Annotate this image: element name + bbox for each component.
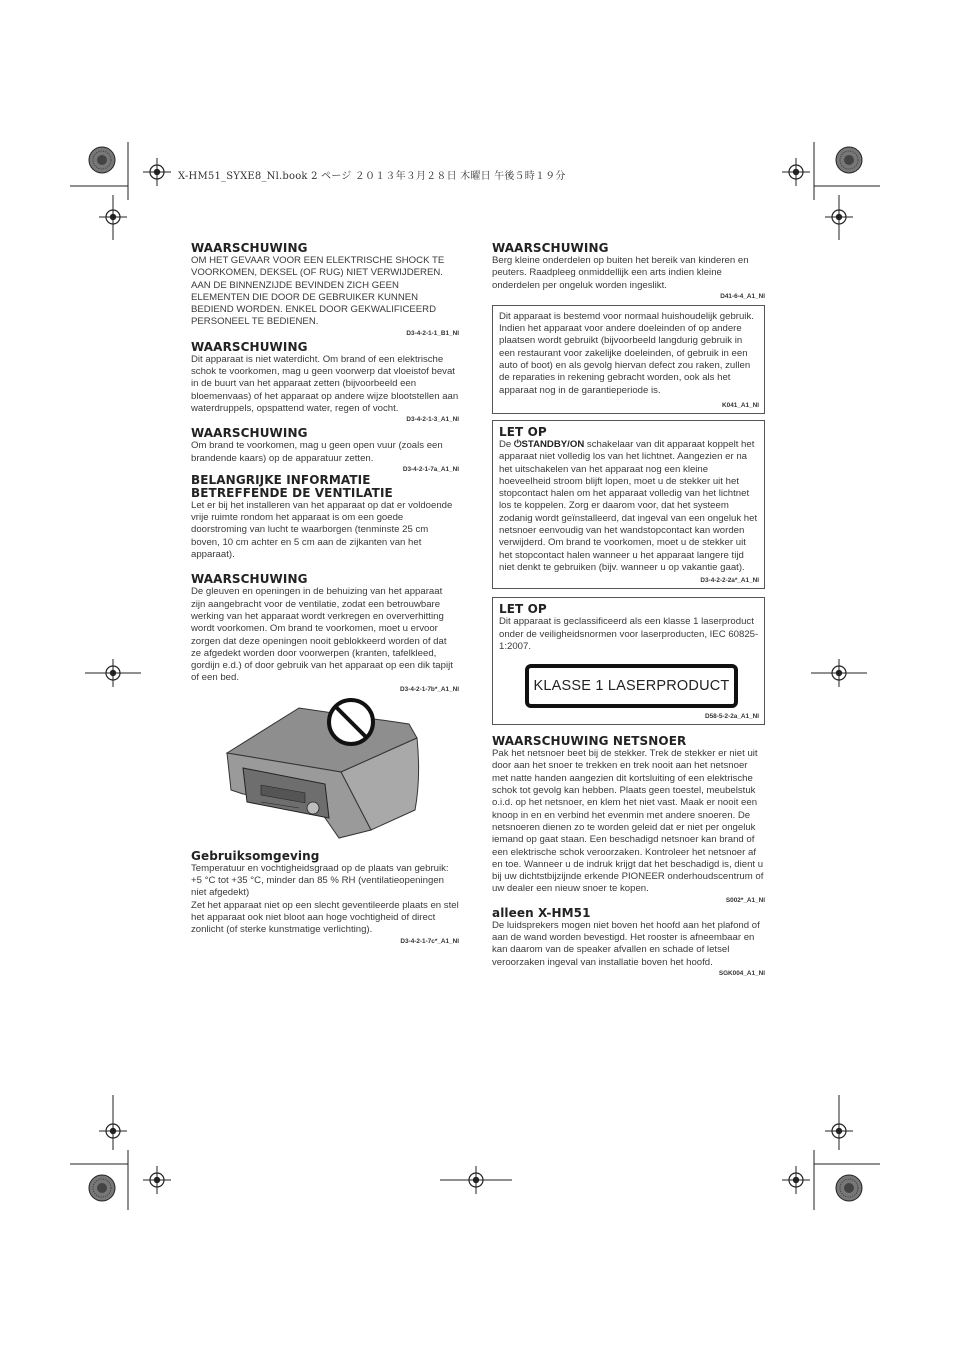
warning-fire [191, 427, 459, 474]
household-use-box [492, 305, 765, 414]
warning-small-parts [492, 242, 765, 301]
cloth-over-device-icon [221, 698, 471, 848]
usage-line: Temperatuur en vochtigheidsgraad op de plaats van gebruik: [191, 862, 449, 874]
section-title: LET OP [499, 424, 547, 439]
usage-environment [191, 850, 459, 946]
laser-class-label: KLASSE 1 LASERPRODUCT [525, 664, 738, 708]
section-code: D3-4-2-1-7c*_A1_Nl [400, 937, 459, 945]
text-prefix: De [499, 438, 514, 450]
section-code: D3-4-2-2-2a*_A1_Nl [700, 577, 759, 585]
standby-switch-label: ⏻STANDBY/ON [513, 438, 585, 450]
section-title: WAARSCHUWING NETSNOER [492, 734, 687, 749]
section-code: D3-4-2-1-7a_A1_Nl [402, 465, 459, 473]
section-text: De luidsprekers mogen niet boven het hoofd aan het plafond of aan de wand worden bevestigd. Het rooster is afneembaar en kan daarom van de speaker afvallen en schade of letsel veroorzaken ingeval van installatie boven het hoofd. [492, 919, 760, 968]
section-text: Berg kleine onderdelen op buiten het bereik van kinderen en peuters. Raadpleeg onmiddellijk een arts indien kleine onderdelen per ongeluk worden ingeslikt. [492, 255, 749, 291]
section-title: WAARSCHUWING [191, 572, 308, 587]
section-title: Gebruiksomgeving [191, 848, 320, 863]
section-text: OM HET GEVAAR VOOR EEN ELEKTRISCHE SHOCK TE VOORKOMEN, DEKSEL (OF RUG) NIET VERWIJDEREN. AAN DE BINNENZIJDE BEVINDEN ZICH GEEN ELEMENTEN DIE DOOR DE GEBRUIKER KUNNEN BEDIEND WORDEN. ENKEL DOOR GEKWALIFICEERD PERSONEEL TE BEDIENEN. [191, 255, 445, 328]
covered-device-illustration [221, 698, 471, 848]
section-code: D3-4-2-1-7b*_A1_Nl [400, 685, 459, 693]
section-code: D41-6-4_A1_Nl [720, 292, 765, 300]
text-body: schakelaar van dit apparaat koppelt het apparaat niet volledig los van het lichtnet. Aangezien er na het uitschakelen van het apparaat nog een kleine hoeveelheid stroom blijft lopen, moet u de stekker uit het stopcontact halen om het apparaat volledig van het lichtnet los te koppelen. Zorg er daarom voor, dat het systeem zodanig wordt geïnstalleerd, dat ingeval van een ongeluk het netsnoer eenvoudig van het wandstopcontact kan worden verwijderd. Om brand te voorkomen, moet u de stekker uit het stopcontact halen wanneer u het apparaat langere tijd niet denkt te gebruiken (bijv. wanneer u op vakantie gaat). [499, 438, 758, 573]
standby-caution-box [492, 420, 765, 589]
section-code: K041_A1_Nl [722, 401, 759, 409]
section-code: S002*_A1_Nl [725, 896, 765, 904]
warning-water [191, 341, 459, 424]
section-text: Let er bij het installeren van het apparaat op dat er voldoende vrije ruimte rondom het apparaat is om een goede doorstroming van lucht te waarborgen (tenminste 25 cm boven, 10 cm achter en 5 cm aan de zijkanten van het apparaat). [191, 499, 453, 561]
section-text: Dit apparaat is geclassificeerd als een klasse 1 laserproduct onder de veiligheidsnormen voor laserproducten, IEC 60825-1:2007. [499, 616, 759, 652]
usage-line: +5 °C tot +35 °C, minder dan 85 % RH (ventilatieopeningen niet afgedekt) [191, 875, 444, 899]
section-code: D3-4-2-1-3_A1_Nl [406, 416, 459, 424]
section-code: D58-5-2-2a_A1_Nl [705, 713, 759, 721]
speaker-mounting-note [492, 907, 765, 978]
section-text: Dit apparaat is niet waterdicht. Om brand of een elektrische schok te voorkomen, mag u geen voorwerp dat vloeistof bevat in de buurt van het apparaat zetten (bijvoorbeeld een bloemenvaas) of het apparaat op andere wijze blootstellen aan waterdruppels, opspattend water, regen of vocht. [191, 353, 459, 414]
section-title: BELANGRIJKE INFORMATIE BETREFFENDE DE VENTILATIE [191, 472, 393, 500]
warning-power-cord [492, 735, 765, 905]
section-text [499, 439, 759, 574]
laser-caution-box [492, 597, 765, 725]
file-header: X-HM51_SYXE8_Nl.book 2 ページ ２０１３年３月２８日 木曜日 午後５時１９分 [178, 171, 566, 182]
section-text: Pak het netsnoer beet bij de stekker. Trek de stekker er niet uit door aan het snoer te trekken en trek nooit aan het netsnoer met natte handen aangezien dit kortsluiting of een elektrische schok tot gevolg kan hebben. Plaats geen toestel, meubelstuk o.i.d. op het netsnoer, en klem het niet vast. Maak er nooit een knoop in en en verbind het evenmin met andere snoeren. De netsnoeren dienen zo te worden geleid dat er niet per ongeluk iemand op gaat staan. Een beschadigd netsnoer kan brand of een elektrische schok veroorzaken. Kontroleer het netsnoer af en toe. Wanneer u de indruk krijgt dat het beschadigd is, dient u bij uw dichtstbijzijnde erkende PIONEER onderhoudscentrum of uw dealer een nieuw snoer te kopen. [492, 748, 764, 895]
section-text: Om brand te voorkomen, mag u geen open vuur (zoals een brandende kaars) op de apparatuur zetten. [191, 440, 443, 464]
section-title: WAARSCHUWING [191, 339, 308, 354]
ventilation-info [191, 474, 459, 561]
section-title: alleen X-HM51 [492, 905, 591, 920]
section-code: D3-4-2-1-1_B1_Nl [406, 329, 459, 337]
section-code: SGK004_A1_Nl [718, 969, 765, 977]
section-title: LET OP [499, 602, 547, 617]
usage-line: Zet het apparaat niet op een slecht geventileerde plaats en stel het apparaat ook niet bloot aan hoge vochtigheid of direct zonlicht (of sterke kunstmatige verlichting). [191, 899, 459, 936]
section-title: WAARSCHUWING [492, 241, 609, 255]
section-text: De gleuven en openingen in de behuizing van het apparaat zijn aangebracht voor de ventilatie, zodat een betrouwbare werking van het apparaat wordt verkregen en oververhitting wordt voorkomen. Om brand te voorkomen, moet u ervoor zorgen dat deze openingen nooit geblokkeerd worden of dat ze afgedekt worden door voorwerpen (kranten, tafelkleed, gordijn e.d.) of door gebruik van het apparaat op een dik tapijt of een bed. [191, 586, 453, 684]
left-column [191, 242, 459, 946]
section-title: WAARSCHUWING [191, 426, 308, 441]
warning-shock [191, 242, 459, 338]
right-column [492, 242, 765, 978]
section-text: Dit apparaat is bestemd voor normaal huishoudelijk gebruik. Indien het apparaat voor andere doeleinden of op andere plaatsen wordt gebruikt (bijvoorbeeld langdurig gebruik in een restaurant voor zakelijke doeleinden, of gebruik in een auto of boot) en als gevolg hiervan defect zou raken, zullen de reparaties in rekening gebracht worden, ook als het apparaat nog in de garantieperiode is. [499, 310, 754, 396]
warning-openings [191, 573, 459, 693]
section-title: WAARSCHUWING [191, 241, 308, 255]
